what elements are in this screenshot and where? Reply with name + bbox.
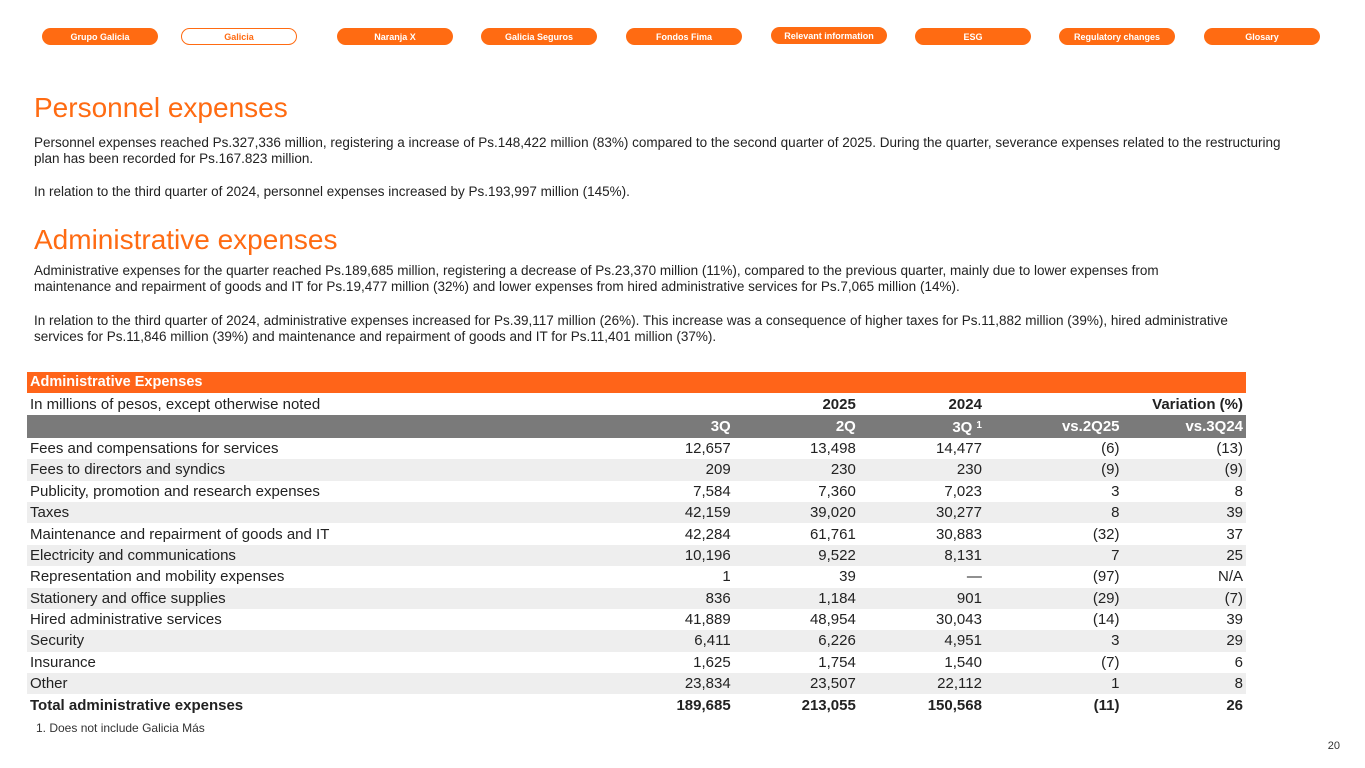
table-row: [27, 523, 1246, 544]
vs-3q24-header: vs.3Q24: [1123, 415, 1246, 438]
table-row: [27, 609, 1246, 630]
variation-vs-3q24: 29: [1123, 630, 1246, 651]
row-label: Maintenance and repairment of goods and IT: [30, 525, 330, 543]
value-3q25: 209: [611, 459, 733, 480]
row-label: Total administrative expenses: [30, 696, 244, 714]
variation-vs-2q25: (32): [1092, 525, 1120, 543]
value-3q24: 30,277: [859, 502, 985, 523]
value-2q25: 9,522: [734, 545, 859, 566]
value-2q25: 48,954: [809, 611, 856, 629]
value-3q24: 30,883: [936, 525, 982, 543]
variation-header: Variation (%): [1152, 395, 1243, 413]
nav-tab-galicia-seguros[interactable]: Galicia Seguros: [481, 28, 597, 45]
variation-vs-3q24: 37: [1226, 525, 1243, 543]
period-3q25-header: 3Q: [611, 415, 733, 438]
value-3q24: —: [966, 568, 982, 586]
variation-vs-2q25: 3: [1111, 482, 1120, 500]
value-3q25: 41,889: [684, 611, 731, 629]
row-label: Other: [27, 673, 611, 694]
row-label: Hired administrative services: [30, 611, 222, 629]
variation-vs-3q24: 8: [1123, 673, 1246, 694]
variation-vs-2q25: (7): [1101, 653, 1120, 671]
footnote-marker: 1: [976, 419, 982, 431]
value-3q25: 7,584: [693, 482, 731, 500]
personnel-expenses-paragraph-1: Personnel expenses reached Ps.327,336 million, registering a increase of Ps.148,422 million (83%) compared to the second quarter of 2025. During the quarter, severance expenses related to the restructuring plan has been recorded for Ps.167.823 million.: [34, 135, 1281, 166]
variation-vs-3q24: 39: [1226, 611, 1243, 629]
period-header-row: [27, 415, 1246, 438]
row-label: Fees and compensations for services: [30, 439, 279, 457]
period-3q24-header: 3Q $^1$: [859, 415, 985, 438]
value-2q25: 213,055: [801, 696, 856, 714]
row-label: Electricity and communications: [27, 545, 611, 566]
nav-tab-relevant-information[interactable]: Relevant information: [771, 27, 887, 44]
page-number: 20: [1327, 740, 1340, 752]
top-navigation: [42, 28, 1322, 47]
variation-vs-2q25: (6): [1101, 439, 1120, 457]
value-2q25: 1,754: [818, 653, 856, 671]
variation-vs-3q24: 39: [1123, 502, 1246, 523]
value-3q24: 22,112: [859, 673, 985, 694]
value-2q25: 6,226: [734, 630, 859, 651]
table-row: [27, 673, 1246, 694]
value-3q25: 6,411: [611, 630, 733, 651]
row-label: Fees to directors and syndics: [27, 459, 611, 480]
value-3q24: 1,540: [944, 653, 982, 671]
value-2q25: 23,507: [734, 673, 859, 694]
nav-tab-naranja-x[interactable]: Naranja X: [337, 28, 453, 45]
variation-vs-2q25: 8: [985, 502, 1123, 523]
vs-2q25-header: vs.2Q25: [985, 415, 1123, 438]
variation-vs-2q25: (11): [1093, 696, 1120, 714]
value-3q24: 8,131: [859, 545, 985, 566]
variation-vs-3q24: (9): [1123, 459, 1246, 480]
variation-vs-3q24: 25: [1123, 545, 1246, 566]
variation-vs-2q25: 7: [985, 545, 1123, 566]
table-subtitle: In millions of pesos, except otherwise noted: [30, 395, 321, 413]
value-2q25: 230: [734, 459, 859, 480]
value-2q25: 7,360: [818, 482, 856, 500]
value-3q24: 7,023: [944, 482, 982, 500]
value-3q24: 230: [859, 459, 985, 480]
value-3q25: 836: [611, 588, 733, 609]
table-subtitle-row: [27, 393, 1246, 414]
variation-vs-2q25: 1: [985, 673, 1123, 694]
table-title-row: [27, 372, 1246, 393]
administrative-expenses-paragraph-1: Administrative expenses for the quarter reached Ps.189,685 million, registering a decrease of Ps.23,370 million (11%), compared to the previous quarter, mainly due to lower expenses from maintenance and repairment of goods and IT for Ps.19,477 million (32%) and lower expenses from hired administrative services for Ps.7,065 million (14%).: [34, 263, 1159, 294]
value-3q24: 14,477: [936, 439, 982, 457]
table-row: [27, 630, 1246, 651]
footnote: 1. Does not include Galicia Más: [36, 721, 205, 735]
personnel-expenses-paragraph-2: In relation to the third quarter of 2024, personnel expenses increased by Ps.193,997 million (145%).: [34, 184, 630, 199]
table-row: [27, 502, 1246, 523]
value-3q25: 42,284: [684, 525, 731, 543]
table-body: [27, 438, 1246, 716]
variation-vs-3q24: N/A: [1217, 568, 1243, 586]
administrative-expenses-heading: Administrative expenses: [34, 224, 338, 255]
nav-tab-grupo-galicia[interactable]: Grupo Galicia: [42, 28, 158, 45]
nav-tab-regulatory-changes[interactable]: Regulatory changes: [1059, 28, 1175, 45]
value-3q25: 42,159: [611, 502, 733, 523]
value-3q25: 1,625: [693, 653, 731, 671]
row-label: Security: [27, 630, 611, 651]
value-2q25: 61,761: [809, 525, 856, 543]
variation-vs-2q25: (9): [985, 459, 1123, 480]
table-row: [27, 652, 1246, 673]
table-row: [27, 545, 1246, 566]
row-label: Representation and mobility expenses: [30, 568, 285, 586]
row-label: Stationery and office supplies: [27, 588, 611, 609]
nav-tab-galicia[interactable]: Galicia: [181, 28, 297, 45]
total-row: [27, 694, 1246, 715]
table-row: [27, 438, 1246, 459]
variation-vs-2q25: (14): [1092, 611, 1120, 629]
personnel-expenses-heading: Personnel expenses: [34, 92, 288, 123]
table-row: [27, 459, 1246, 480]
table-title: Administrative Expenses: [27, 372, 1246, 393]
variation-vs-3q24: (7): [1123, 588, 1246, 609]
variation-vs-2q25: 3: [985, 630, 1123, 651]
value-2q25: 39: [839, 568, 856, 586]
variation-vs-3q24: 26: [1226, 696, 1243, 714]
administrative-expenses-table: [27, 372, 1246, 716]
period-2q25-header: 2Q: [734, 415, 859, 438]
value-3q24: 901: [859, 588, 985, 609]
variation-vs-2q25: (29): [985, 588, 1123, 609]
variation-vs-3q24: 8: [1234, 482, 1243, 500]
value-2q25: 13,498: [809, 439, 856, 457]
value-3q25: 1: [722, 568, 731, 586]
value-2q25: 1,184: [734, 588, 859, 609]
value-3q25: 189,685: [676, 696, 731, 714]
value-2q25: 39,020: [734, 502, 859, 523]
row-label: Taxes: [27, 502, 611, 523]
nav-tab-fondos-fima[interactable]: Fondos Fima: [626, 28, 742, 45]
value-3q24: 30,043: [936, 611, 982, 629]
row-label: Insurance: [30, 653, 96, 671]
year-2025-header: 2025: [822, 395, 856, 413]
administrative-expenses-paragraph-2: In relation to the third quarter of 2024, administrative expenses increased for Ps.39,117 million (26%). This increase was a consequence of higher taxes for Ps.11,882 million (39%), hired administrative services for Ps.11,846 million (39%) and maintenance and repairment of goods and IT for Ps.11,401 million (37%).: [34, 313, 1228, 344]
variation-vs-3q24: (13): [1216, 439, 1243, 457]
variation-vs-3q24: 6: [1234, 653, 1243, 671]
nav-tab-glosary[interactable]: Glosary: [1204, 28, 1320, 45]
value-3q24: 4,951: [859, 630, 985, 651]
value-3q25: 23,834: [611, 673, 733, 694]
value-3q25: 10,196: [611, 545, 733, 566]
table-row: [27, 588, 1246, 609]
table-row: [27, 481, 1246, 502]
value-3q24: 150,568: [927, 696, 982, 714]
value-3q25: 12,657: [684, 439, 731, 457]
year-2024-header: 2024: [948, 395, 982, 413]
nav-tab-esg[interactable]: ESG: [915, 28, 1031, 45]
row-label: Publicity, promotion and research expenses: [30, 482, 320, 500]
table-row: [27, 566, 1246, 587]
variation-vs-2q25: (97): [1092, 568, 1120, 586]
